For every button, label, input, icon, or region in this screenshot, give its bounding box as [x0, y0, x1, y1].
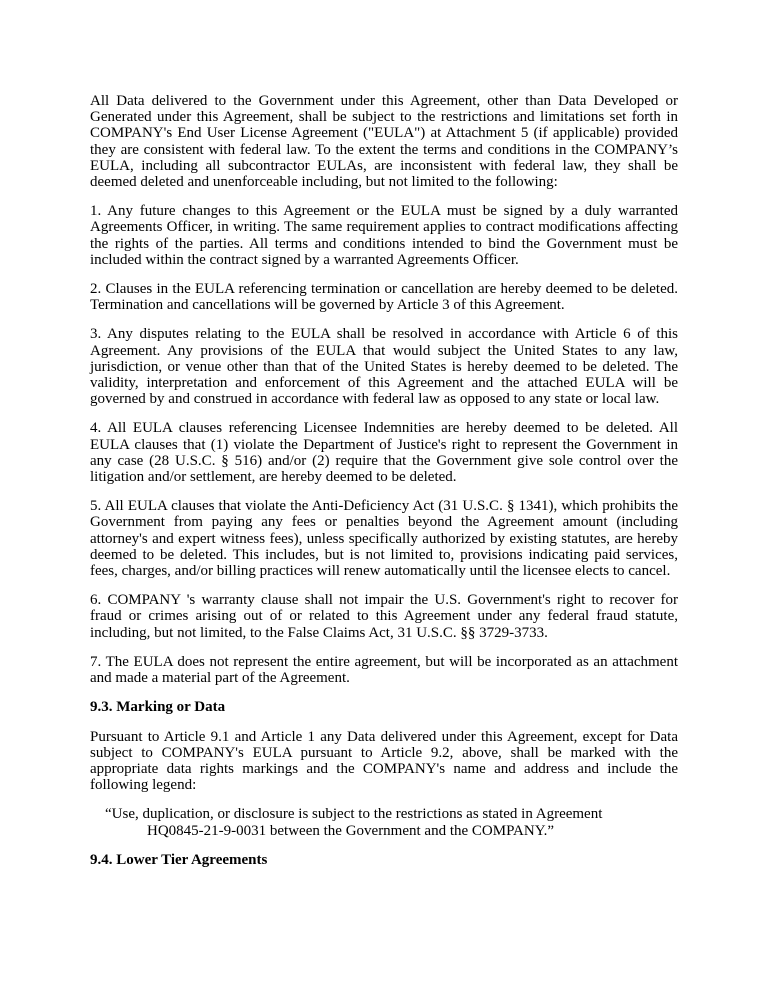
clause-3: 3. Any disputes relating to the EULA shall be resolved in accordance with Article 6 of this Agreement. Any provisions of the EULA that would subject the United States to any law, jurisdiction, or venue other than that of the United States is hereby deemed to be deleted. The validity, interpretation and enforcement of this Agreement and the attached EULA will be governed by and construed in accordance with federal law as opposed to any state or local law. — [90, 326, 678, 408]
clause-4: 4. All EULA clauses referencing Licensee Indemnities are hereby deemed to be deleted. All EULA clauses that (1) violate the Department of Justice's right to represent the Government in any case (28 U.S.C. § 516) and/or (2) require that the Government give sole control over the litigation and/or settlement, are hereby deemed to be deleted. — [90, 420, 678, 486]
marking-legend-block — [90, 806, 678, 838]
legend-line-1: “Use, duplication, or disclosure is subject to the restrictions as stated in Agreement — [105, 806, 603, 823]
clause-2: 2. Clauses in the EULA referencing termination or cancellation are hereby deemed to be deleted. Termination and cancellations will be governed by Article 3 of this Agreement. — [90, 281, 678, 314]
section-9-4-heading: 9.4. Lower Tier Agreements — [90, 851, 268, 868]
section-9-3-body: Pursuant to Article 9.1 and Article 1 any Data delivered under this Agreement, except for Data subject to COMPANY's EULA pursuant to Article 9.2, above, shall be marked with the appropriate data rights markings and the COMPANY's name and address and include the following legend: — [90, 728, 678, 794]
document-content — [90, 93, 678, 881]
clause-5: 5. All EULA clauses that violate the Anti-Deficiency Act (31 U.S.C. § 1341), which prohibits the Government from paying any fees or penalties beyond the Agreement amount (including attorney's and expert witness fees), unless specifically authorized by existing statutes, are hereby deemed to be deleted. This includes, but is not limited to, provisions indicating paid services, fees, charges, and/or billing practices will renew automatically until the licensee elects to cancel. — [90, 498, 678, 580]
intro-paragraph: All Data delivered to the Government under this Agreement, other than Data Developed or Generated under this Agreement, shall be subject to the restrictions and limitations set forth in COMPANY's End User License Agreement ("EULA") at Attachment 5 (if applicable) provided they are consistent with federal law. To the extent the terms and conditions in the COMPANY’s EULA, including all subcontractor EULAs, are inconsistent with federal law, they shall be deemed deleted and unenforceable including, but not limited to the following: — [90, 93, 678, 191]
clause-1: 1. Any future changes to this Agreement or the EULA must be signed by a duly warranted Agreements Officer, in writing. The same requirement applies to contract modifications affecting the rights of the parties. All terms and conditions intended to bind the Government must be included within the contract signed by a warranted Agreements Officer. — [90, 203, 678, 268]
clause-7: 7. The EULA does not represent the entire agreement, but will be incorporated as an attachment and made a material part of the Agreement. — [90, 653, 678, 687]
legend-line-2: HQ0845-21-9-0031 between the Government and the COMPANY.” — [147, 822, 555, 839]
clause-6: 6. COMPANY 's warranty clause shall not impair the U.S. Government's right to recover for fraud or crimes arising out of or related to this Agreement under any federal fraud statute, including, but not limited, to the False Claims Act, 31 U.S.C. §§ 3729-3733. — [90, 592, 678, 641]
section-9-3-heading: 9.3. Marking or Data — [90, 699, 226, 716]
